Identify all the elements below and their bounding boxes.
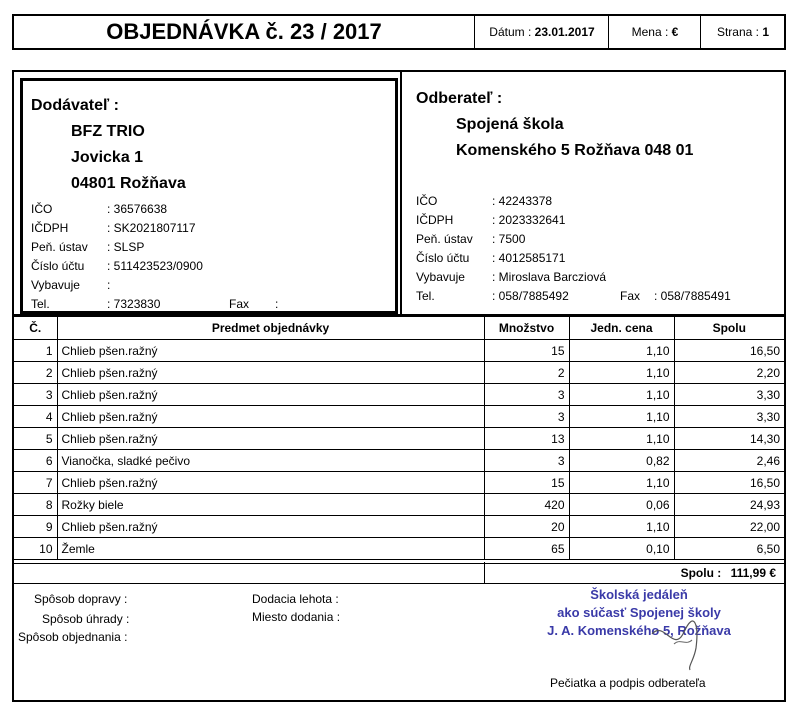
items-table [14,316,784,560]
customer-bank-value: : 7500 [492,232,526,246]
customer-contact-label: Vybavuje [416,270,465,284]
row-total: 22,00 [674,516,784,538]
row-total: 3,30 [674,384,784,406]
row-number: 10 [14,538,57,560]
row-item: Chlieb pšen.ražný [57,406,484,428]
row-unit-price: 1,10 [569,428,674,450]
customer-fax-value: : 058/7885491 [654,289,731,303]
customer-icdph-label: IČDPH [416,213,454,227]
customer-bank-label: Peň. ústav [416,232,473,246]
table-row [14,362,784,384]
supplier-bank-value: : SLSP [107,240,145,254]
col-header-no: Č. [14,317,57,340]
table-row [14,340,784,362]
row-quantity: 420 [484,494,569,516]
order-date [476,16,608,48]
page-label: Strana : [716,25,759,39]
row-number: 7 [14,472,57,494]
col-header-price: Jedn. cena [569,317,674,340]
sum-row [12,562,786,584]
customer-account-label: Číslo účtu [416,251,470,265]
supplier-name-line: 04801 Rožňava [71,175,186,192]
sum-total [681,566,776,580]
table-row [14,428,784,450]
row-item: Rožky biele [57,494,484,516]
row-item: Chlieb pšen.ražný [57,384,484,406]
supplier-ico-label: IČO [31,202,53,216]
col-header-item: Predmet objednávky [57,317,484,340]
table-header-row [14,317,784,340]
supplier-account-value: : 511423523/0900 [107,259,203,273]
order-title: OBJEDNÁVKA č. 23 / 2017 [106,19,382,44]
row-unit-price: 1,10 [569,384,674,406]
table-row [14,494,784,516]
order-items [12,316,786,564]
row-number: 1 [14,340,57,362]
sum-label: Spolu : [680,566,722,580]
customer-tel-label: Tel. [416,289,435,303]
row-unit-price: 0,82 [569,450,674,472]
customer-fax-label: Fax [620,289,641,303]
row-item: Chlieb pšen.ražný [57,428,484,450]
row-item: Chlieb pšen.ražný [57,340,484,362]
row-total: 3,30 [674,406,784,428]
supplier-contact-value: : [107,278,111,292]
row-total: 2,46 [674,450,784,472]
supplier-name-line: BFZ TRIO [71,123,145,140]
row-quantity: 65 [484,538,569,560]
supplier-ico-value: : 36576638 [107,202,168,216]
order-page [702,16,784,48]
customer-ico-label: IČO [416,194,438,208]
supplier-tel-value: : 7323830 [107,297,161,311]
transport-label: Spôsob dopravy : [34,592,128,606]
row-number: 2 [14,362,57,384]
order-header [12,14,786,50]
table-row [14,472,784,494]
table-row [14,406,784,428]
customer-icdph-value: : 2023332641 [492,213,566,227]
row-unit-price: 1,10 [569,362,674,384]
row-number: 8 [14,494,57,516]
row-number: 6 [14,450,57,472]
customer-ico-value: : 42243378 [492,194,553,208]
row-total: 6,50 [674,538,784,560]
row-unit-price: 0,10 [569,538,674,560]
table-row [14,538,784,560]
supplier-tel-label: Tel. [31,297,50,311]
row-unit-price: 1,10 [569,406,674,428]
row-number: 9 [14,516,57,538]
supplier-heading: Dodávateľ : [31,97,119,114]
row-unit-price: 1,10 [569,340,674,362]
supplier-account-label: Číslo účtu [31,259,85,273]
row-quantity: 13 [484,428,569,450]
row-quantity: 15 [484,472,569,494]
supplier-name-line: Jovicka 1 [71,149,144,166]
col-header-total: Spolu [674,317,784,340]
table-row [14,516,784,538]
supplier-box [20,78,398,314]
delivery-term-label: Dodacia lehota : [252,592,339,606]
school-stamp [524,586,754,640]
row-quantity: 20 [484,516,569,538]
page-value: 1 [762,25,770,39]
customer-account-value: : 4012585171 [492,251,566,265]
ordering-label: Spôsob objednania : [18,630,128,644]
col-header-qty: Množstvo [484,317,569,340]
row-total: 24,93 [674,494,784,516]
stamp-line: J. A. Komenského 5, Rožňava [547,623,731,638]
row-number: 5 [14,428,57,450]
row-total: 16,50 [674,340,784,362]
order-currency [610,16,700,48]
date-value: 23.01.2017 [534,25,595,39]
supplier-contact-label: Vybavuje [31,278,80,292]
signature-caption: Pečiatka a podpis odberateľa [550,676,706,690]
supplier-fax-label: Fax [229,297,250,311]
table-row [14,450,784,472]
date-label: Dátum : [489,25,532,39]
row-unit-price: 0,06 [569,494,674,516]
table-row [14,384,784,406]
stamp-line: ako súčasť Spojenej školy [557,605,721,620]
customer-name-line: Spojená škola [456,116,564,133]
row-number: 4 [14,406,57,428]
customer-name-line: Komenského 5 Rožňava 048 01 [456,142,694,159]
row-quantity: 2 [484,362,569,384]
row-number: 3 [14,384,57,406]
supplier-bank-label: Peň. ústav [31,240,88,254]
row-quantity: 3 [484,406,569,428]
row-unit-price: 1,10 [569,472,674,494]
customer-tel-value: : 058/7885492 [492,289,569,303]
row-item: Žemle [57,538,484,560]
customer-heading: Odberateľ : [416,90,503,107]
row-item: Vianočka, sladké pečivo [57,450,484,472]
row-item: Chlieb pšen.ražný [57,362,484,384]
row-total: 2,20 [674,362,784,384]
customer-contact-value: : Miroslava Barcziová [492,270,607,284]
currency-label: Mena : [631,25,669,39]
sum-value: 111,99 € [730,566,776,580]
row-quantity: 3 [484,450,569,472]
row-unit-price: 1,10 [569,516,674,538]
supplier-fax-value: : [275,297,279,311]
parties-section [12,70,786,316]
order-footer [12,584,786,702]
currency-value: € [671,25,679,39]
supplier-icdph-value: : SK2021807117 [107,221,196,235]
row-quantity: 15 [484,340,569,362]
payment-label: Spôsob úhrady : [42,612,130,626]
stamp-line: Školská jedáleň [590,587,688,602]
row-quantity: 3 [484,384,569,406]
supplier-icdph-label: IČDPH [31,221,69,235]
delivery-place-label: Miesto dodania : [252,610,341,624]
signature-icon [644,614,714,672]
row-item: Chlieb pšen.ražný [57,472,484,494]
row-item: Chlieb pšen.ražný [57,516,484,538]
row-total: 16,50 [674,472,784,494]
row-total: 14,30 [674,428,784,450]
